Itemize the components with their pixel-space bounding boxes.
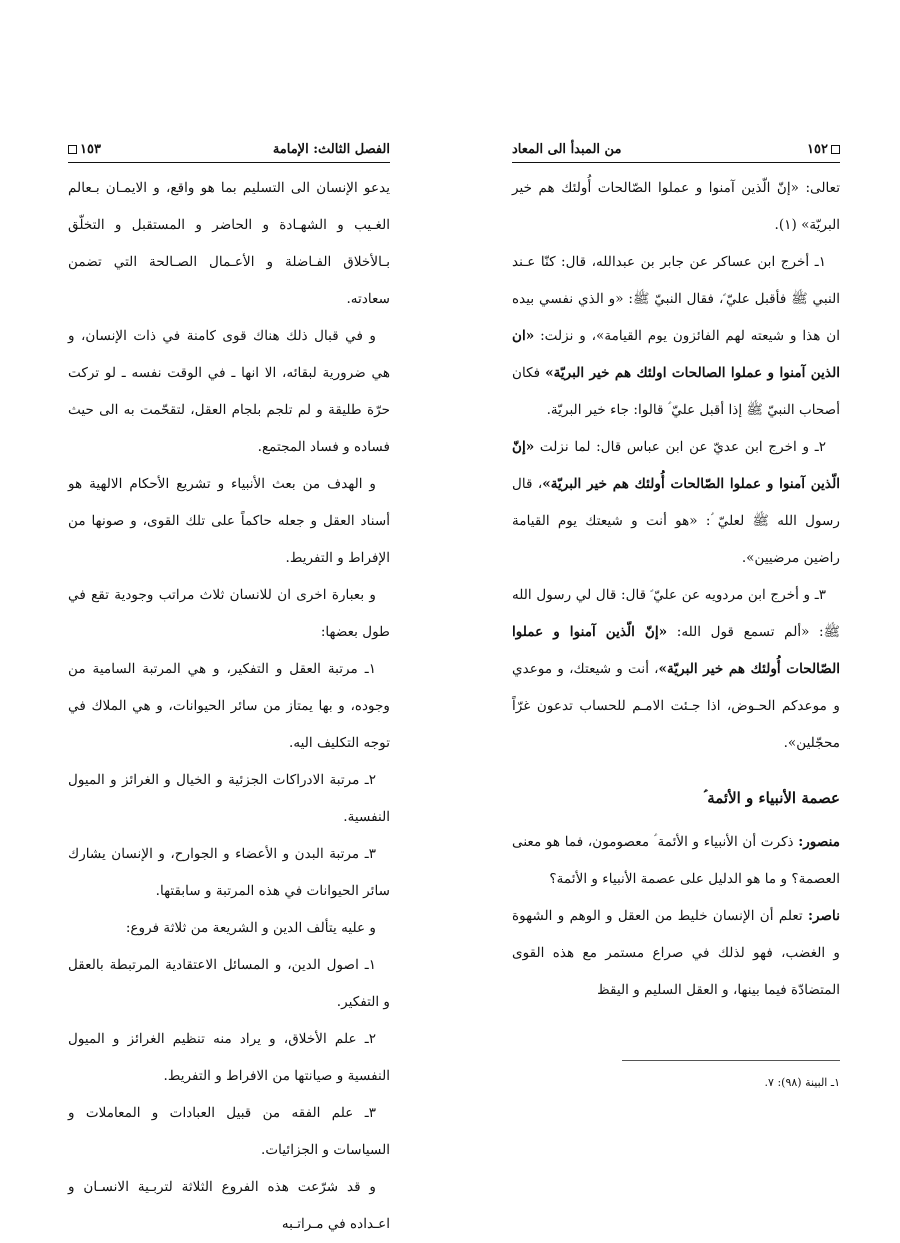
speaker-name: منصور: xyxy=(798,834,840,850)
paragraph: و في قبال ذلك هناك قوى كامنة في ذات الإنسان، و هي ضرورية لبقائه، الا انها ـ في الوقت نفسه ـ لو تركت حرّة طليقة و لم تلجم بلجام العقل، لتقحّمت به الى حيث فساده و فساد المجتمع. xyxy=(68,328,390,455)
list-item: ٣ـ مرتبة البدن و الأعضاء و الجوارح، و الإنسان يشارك سائر الحيوانات في هذه المرتبة و سابقتها. xyxy=(68,846,390,899)
page-number: ١٥٢ xyxy=(807,141,828,157)
paragraph: تعالى: «إنّ الّذين آمنوا و عملوا الصّالحات أُولئك هم خير البريّة» (١). xyxy=(512,180,840,233)
footnote: ١ـ البينة (٩٨): ٧. xyxy=(764,1076,840,1089)
list-item: ٣ـ علم الفقه من قبيل العبادات و المعاملات و السياسات و الجزائيات. xyxy=(68,1105,390,1158)
dialogue-paragraph xyxy=(512,898,840,1009)
text-span: ١ـ أخرج ابن عساكر عن جابر بن عبدالله، قال: كنّا عـند النبي ﷺ فأقبل عليّ ؑ، فقال النبيّ ﷺ: «و الذي نفسي بيده ان هذا و شيعته لهم الفائزون يوم القيامة»، و نزلت: xyxy=(512,254,840,344)
square-icon xyxy=(831,145,840,154)
hadith-paragraph xyxy=(512,577,840,762)
text-span: ، أنت و شيعتك، و موعدي و موعدكم الحـوض، اذا جـئت الامـم للحساب تدعون غرّاً محجّلين». xyxy=(512,661,840,751)
page-number: ١٥٣ xyxy=(80,141,101,157)
speaker-name: ناصر: xyxy=(808,908,840,924)
page-body xyxy=(68,170,390,1243)
page-number-group xyxy=(68,142,101,157)
page-number-group xyxy=(807,142,840,157)
paragraph: يدعو الإنسان الى التسليم بما هو واقع، و الايمـان بـعالم الغـيب و الشهـادة و الحاضر و المستقبل و التخلّق بـالأخلاق الفـاضلة و الأعـمال الصـالحة التي تضمن سعادته. xyxy=(68,180,390,307)
chapter-title: الفصل الثالث: الإمامة xyxy=(272,141,390,157)
paragraph: و الهدف من بعث الأنبياء و تشريع الأحكام الالهية هو أسناد العقل و جعله حاكماً على تلك القوى، و صونها من الإفراط و التفريط. xyxy=(68,476,390,566)
text-span: ذكرت أن الأنبياء و الأئمة ؑ معصومون، فما هو معنى العصمة؟ و ما هو الدليل على عصمة الأنبياء و الأئمة؟ xyxy=(512,834,840,887)
paragraph: و عليه يتألف الدين و الشريعة من ثلاثة فروع: xyxy=(125,920,376,936)
header-rule xyxy=(68,162,390,163)
left-page xyxy=(0,0,450,1232)
list-item: ٢ـ علم الأخلاق، و يراد منه تنظيم الغرائز و الميول النفسية و صيانتها من الافراط و التفريط. xyxy=(68,1031,390,1084)
header-rule xyxy=(512,162,840,163)
section-heading: عصمة الأنبياء و الأئمة ؑ xyxy=(703,789,840,807)
footnote-rule xyxy=(622,1060,840,1061)
page-body xyxy=(512,170,840,1009)
text-span: ٣ـ و أخرج ابن مردويه عن عليّ ؑ قال: قال لي رسول الله ﷺ: «ألم تسمع قول الله: xyxy=(512,587,840,640)
list-item: ١ـ اصول الدين، و المسائل الاعتقادية المرتبطة بالعقل و التفكير. xyxy=(68,957,390,1010)
dialogue-paragraph xyxy=(512,824,840,898)
list-item: ٢ـ مرتبة الادراكات الجزئية و الخيال و الغرائز و الميول النفسية. xyxy=(68,772,390,825)
verse-quote: «إنّ الّذين آمنوا و عملوا الصّالحات أُولئك هم خير البريّة» xyxy=(512,624,840,677)
paragraph: و قد شرّعت هذه الفروع الثلاثة لتربـية الانسـان و اعـداده في مـراتـبه xyxy=(68,1179,390,1232)
book-title: من المبدأ الى المعاد xyxy=(512,141,622,157)
verse-quote: «إنّ الّذين آمنوا و عملوا الصّالحات أُولئك هم خير البريّة» xyxy=(512,439,840,492)
text-span: تعلم أن الإنسان خليط من العقل و الوهم و الشهوة و الغضب، فهو لذلك في صراع مستمر مع هذه القوى المتضادّة فيما بينها، و العقل السليم و اليقظ xyxy=(512,908,840,998)
hadith-paragraph xyxy=(512,429,840,577)
verse-quote: «ان الذين آمنوا و عملوا الصالحات اولئك هم خير البريّة» xyxy=(512,328,840,381)
hadith-paragraph xyxy=(512,244,840,429)
list-item: ١ـ مرتبة العقل و التفكير، و هي المرتبة السامية من وجوده، و بها يمتاز من سائر الحيوانات، و هي الملاك في توجه التكليف اليه. xyxy=(68,661,390,751)
text-span: ، قال رسول الله ﷺ لعليّ ؑ: «هو أنت و شيعتك يوم القيامة راضين مرضيين». xyxy=(512,476,840,566)
page-header xyxy=(512,138,840,160)
page-header xyxy=(68,138,390,160)
right-page xyxy=(450,0,900,1200)
text-span: فكان أصحاب النبيّ ﷺ إذا أقبل عليّ ؑ قالوا: جاء خير البريّة. xyxy=(512,365,840,418)
square-icon xyxy=(68,145,77,154)
paragraph: و بعبارة اخرى ان للانسان ثلاث مراتب وجودية تقع في طول بعضها: xyxy=(68,587,390,640)
text-span: ٢ـ و اخرج ابن عديّ عن ابن عباس قال: لما نزلت xyxy=(534,439,826,455)
